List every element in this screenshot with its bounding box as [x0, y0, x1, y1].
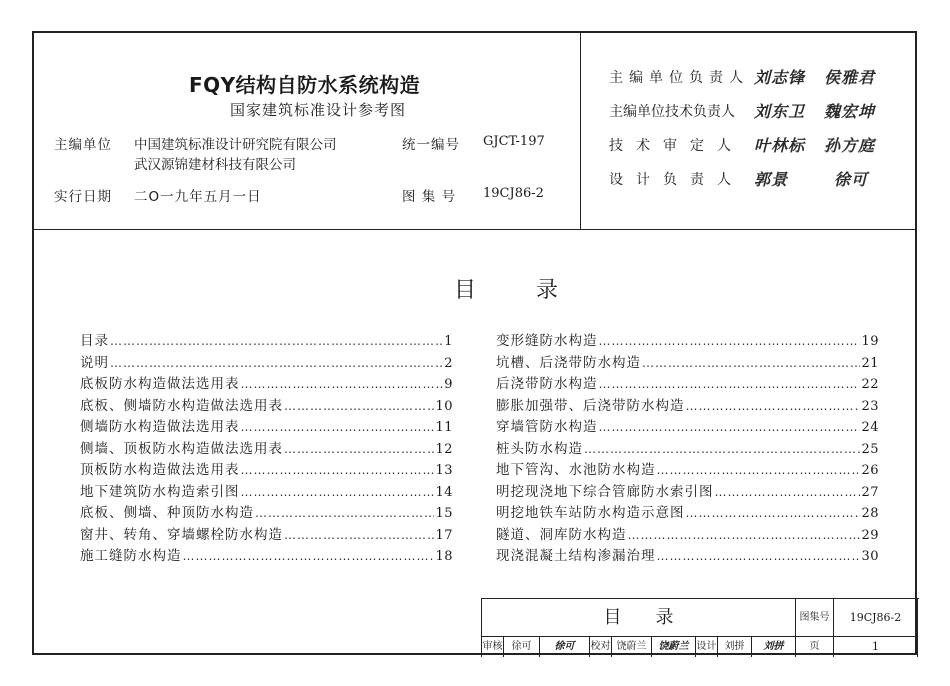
drawing-name: 目录: [482, 599, 796, 637]
leader-dots: [241, 420, 435, 434]
toc-column-left: [80, 329, 453, 566]
leader-dots: [599, 334, 861, 348]
toc-item[interactable]: [496, 372, 879, 394]
signature: 叶林标: [754, 136, 806, 155]
toc-item-page: 14: [435, 484, 453, 500]
checker-signature: 饶蔚兰: [652, 637, 696, 657]
signature: 侯雅君: [824, 68, 876, 87]
leader-dots: [599, 420, 861, 434]
toc-column-right: [496, 329, 879, 566]
toc-item[interactable]: [80, 544, 453, 566]
editor-unit-line2: 武汉源锦建材科技有限公司: [134, 157, 296, 173]
responsible-label: 主编单位技术负责人: [609, 104, 735, 120]
toc-item-page: 24: [861, 420, 879, 435]
design-label: 设计: [696, 637, 718, 657]
toc-item-title: 后浇带防水构造: [496, 376, 598, 392]
toc-item-page: 21: [861, 355, 879, 371]
responsible-label: 设计负责人: [609, 172, 744, 188]
toc-item-page: 10: [435, 398, 453, 414]
toc-item-page: 13: [435, 463, 453, 478]
toc-item[interactable]: [80, 480, 453, 502]
toc-item-title: 变形缝防水构造: [496, 333, 598, 349]
toc-item-title: 隧道、洞库防水构造: [496, 526, 627, 543]
toc-item-page: 22: [861, 377, 879, 392]
responsible-row: [609, 101, 735, 121]
toc-item-page: 12: [435, 441, 453, 457]
leader-dots: [241, 485, 435, 499]
toc-item-title: 说明: [80, 354, 109, 371]
toc-item-title: 穿墙管防水构造: [496, 419, 598, 435]
toc-item-page: 26: [861, 463, 879, 478]
toc-title: 目录: [454, 278, 619, 303]
leader-dots: [284, 442, 434, 456]
toc-item-page: 15: [435, 506, 453, 521]
leader-dots: [255, 506, 434, 520]
toc-item-title: 窗井、转角、穿墙螺栓防水构造: [80, 526, 283, 543]
toc-item[interactable]: [80, 458, 453, 480]
leader-dots: [284, 528, 434, 542]
toc-item[interactable]: [80, 351, 453, 373]
toc-item-page: 18: [435, 549, 453, 564]
toc-item-title: 底板防水构造做法选用表: [80, 376, 240, 392]
checker-name: 饶蔚兰: [612, 637, 652, 657]
toc-item-page: 23: [861, 398, 879, 414]
toc-item-title: 坑槽、后浇带防水构造: [496, 354, 641, 371]
responsible-row: [609, 169, 744, 189]
responsible-row: [609, 67, 749, 87]
signature: 郭景: [754, 170, 789, 189]
editor-unit-label: 主编单位: [54, 137, 112, 153]
leader-dots: [657, 463, 861, 477]
toc-item-title: 施工缝防水构造: [80, 548, 182, 564]
toc-item-page: 28: [861, 506, 879, 521]
atlas-no-label: 图 集 号: [402, 189, 457, 205]
toc-item-page: 30: [861, 549, 879, 564]
leader-dots: [110, 334, 443, 348]
page-number: 1: [834, 637, 918, 657]
leader-dots: [686, 506, 861, 520]
toc-item[interactable]: [80, 372, 453, 394]
toc-item-title: 明挖地铁车站防水构造示意图: [496, 505, 685, 521]
toc-item[interactable]: [80, 329, 453, 351]
signature: 徐可: [834, 170, 869, 189]
signature: 魏宏坤: [824, 102, 876, 121]
toc-item-title: 桩头防水构造: [496, 440, 583, 457]
toc-item-title: 侧墙防水构造做法选用表: [80, 419, 240, 435]
leader-dots: [284, 399, 434, 413]
leader-dots: [657, 549, 861, 563]
signature: 刘东卫: [754, 102, 806, 121]
page-label: 页: [796, 637, 834, 657]
atlas-no: 19CJ86-2: [834, 599, 918, 637]
atlas-no-label: 图集号: [796, 599, 834, 637]
toc-item-title: 底板、侧墙防水构造做法选用表: [80, 397, 283, 414]
toc-item[interactable]: [496, 458, 879, 480]
toc-item-title: 膨胀加强带、后浇带防水构造: [496, 397, 685, 414]
toc-item-page: 29: [861, 527, 879, 543]
signature: 刘志锋: [754, 68, 806, 87]
toc-item-page: 19: [861, 334, 879, 349]
toc-item-page: 25: [861, 441, 879, 457]
reviewer-name: 徐可: [504, 637, 540, 657]
responsible-label: 技术审定人: [609, 138, 744, 154]
toc-item-title: 现浇混凝土结构渗漏治理: [496, 548, 656, 564]
atlas-title: FQY结构自防水系统构造: [189, 73, 421, 97]
toc-item-page: 2: [444, 355, 453, 371]
leader-dots: [642, 356, 860, 370]
toc-item[interactable]: [80, 501, 453, 523]
toc-item-title: 地下建筑防水构造索引图: [80, 483, 240, 500]
leader-dots: [110, 356, 443, 370]
signature: 孙方庭: [824, 136, 876, 155]
toc-item[interactable]: [496, 501, 879, 523]
toc-item[interactable]: [496, 544, 879, 566]
impl-date-label: 实行日期: [54, 189, 112, 205]
toc-item[interactable]: [496, 437, 879, 459]
toc-item[interactable]: [496, 415, 879, 437]
designer-name: 刘拼: [718, 637, 752, 657]
atlas-subtitle: 国家建筑标准设计参考图: [230, 101, 407, 119]
unified-no: GJCT-197: [483, 134, 545, 149]
toc-item-title: 地下管沟、水池防水构造: [496, 462, 656, 478]
designer-signature: 刘拼: [752, 637, 796, 657]
editor-unit-line1: 中国建筑标准设计研究院有限公司: [134, 137, 337, 153]
responsible-label: 主编单位负责人: [609, 70, 749, 86]
responsible-row: [609, 135, 744, 155]
toc-item-page: 11: [435, 420, 453, 435]
leader-dots: [715, 485, 861, 499]
toc-item-page: 17: [435, 527, 453, 543]
leader-dots: [183, 549, 435, 563]
drawing-frame: [32, 31, 917, 655]
reviewer-signature: 徐可: [540, 637, 590, 657]
toc-item-title: 顶板防水构造做法选用表: [80, 462, 240, 478]
toc-item[interactable]: [496, 394, 879, 416]
leader-dots: [584, 442, 860, 456]
toc-item[interactable]: [80, 437, 453, 459]
toc-item-title: 目录: [80, 333, 109, 349]
unified-no-label: 统一编号: [402, 137, 460, 153]
leader-dots: [241, 463, 435, 477]
toc-item[interactable]: [496, 351, 879, 373]
toc-item[interactable]: [80, 415, 453, 437]
leader-dots: [686, 399, 861, 413]
toc-item-title: 明挖现浇地下综合管廊防水索引图: [496, 483, 714, 500]
header-vertical-divider: [580, 33, 581, 229]
toc-item[interactable]: [496, 329, 879, 351]
toc-item-title: 底板、侧墙、种顶防水构造: [80, 505, 254, 521]
toc-item-page: 27: [861, 484, 879, 500]
toc-item-title: 侧墙、顶板防水构造做法选用表: [80, 440, 283, 457]
toc-item-page: 1: [444, 334, 453, 349]
atlas-no: 19CJ86-2: [483, 186, 544, 201]
toc-item[interactable]: [496, 480, 879, 502]
toc-item[interactable]: [80, 523, 453, 545]
toc-item[interactable]: [496, 523, 879, 545]
leader-dots: [599, 377, 861, 391]
leader-dots: [628, 528, 861, 542]
header-divider: [34, 229, 915, 230]
title-block: [481, 598, 919, 657]
toc-item-page: 9: [444, 377, 453, 392]
toc-item[interactable]: [80, 394, 453, 416]
check-label: 校对: [590, 637, 612, 657]
review-label: 审核: [482, 637, 504, 657]
leader-dots: [241, 377, 444, 391]
impl-date: 二O一九年五月一日: [134, 189, 262, 205]
